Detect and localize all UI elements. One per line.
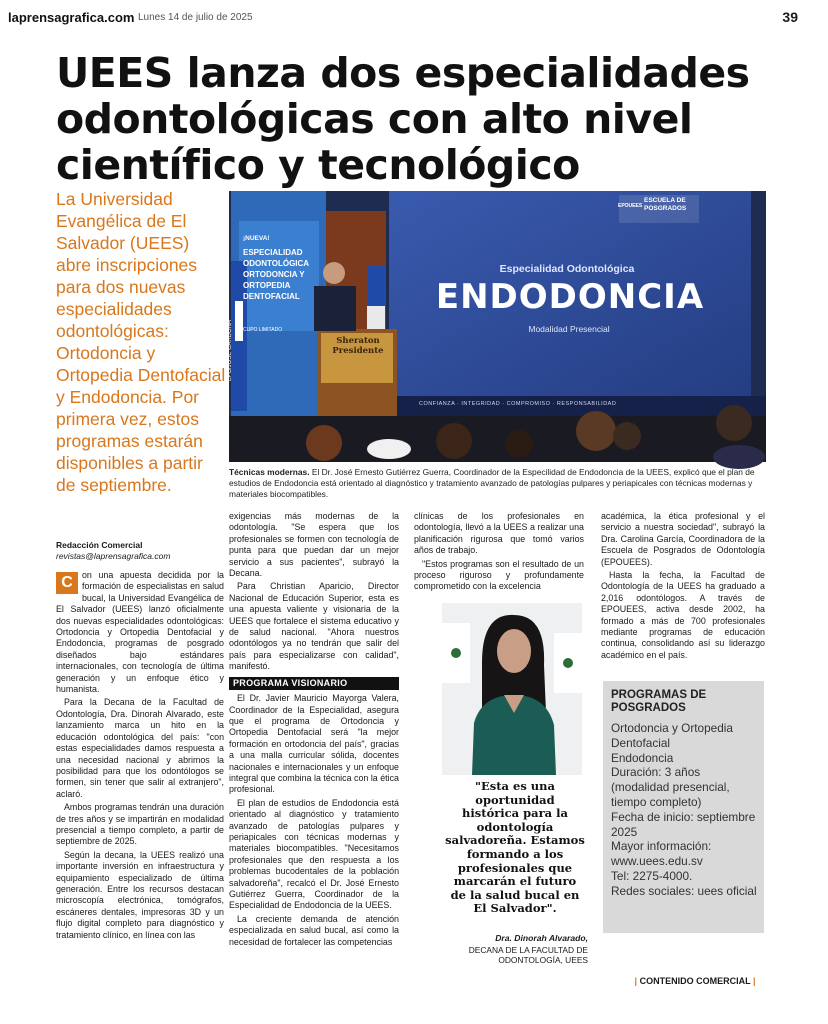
issue-date: Lunes 14 de julio de 2025 [138,12,253,23]
paragraph: Según la decana, la UEES realizó una importante inversión en infraestructura y equipamiento especializado de última generación. Entre los recursos destacan microscopía electrónica, tomógrafos, escáneres dentales, impresoras 3D y un flujo digital completo para diagnóstico y tratamiento clínico, en línea con las [56,849,224,940]
footer-tag-label: CONTENIDO COMERCIAL [639,976,751,986]
lede: La Universidad Evangélica de El Salvador (UEES) abre inscripciones para dos nuevas especialidades odontológicas: Ortodoncia y Ortopedia Dentofacial y Endodoncia. Por primera vez, estos programas estarán disponibles a partir de septiembre. [56,189,226,495]
banner-text: ESPECIALIDAD ODONTOLÓGICA ORTODONCIA Y ORTOPEDIA DENTOFACIAL [243,248,309,301]
body-column-2 [229,511,399,950]
paragraph: El plan de estudios de Endodoncia está orientado al diagnóstico y tratamiento avanzado de patologías pulpares y periapicales con técnicas modernas y materiales biocompatibles. "Necesitamos profesionales que den respuesta a los problemas bucodentales de la población salvadoreña", recalcó el Dr. José Ernesto Gutiérrez Guerra, Coordinador de la Especialidad de Endodoncia de la UEES. [229,797,399,911]
values-strip: CONFIANZA · INTEGRIDAD · COMPROMISO · RESPONSABILIDAD [419,401,617,407]
screen-logo: ESCUELA DE POSGRADOS [644,197,687,212]
byline-name: Redacción Comercial [56,540,143,550]
pull-quote: "Esta es una oportunidad histórica para la odontología salvadoreña. Estamos formando a los profesionales que marcarán el futuro de la salud bucal en El Salvador". [445,779,585,916]
sidebox-line: Redes sociales: uees oficial [611,883,757,898]
paragraph: clínicas de los profesionales en odontología, llevó a la UEES a realizar una planificación rigurosa que tomó varios años de trabajo. [414,511,584,556]
paragraph: Hasta la fecha, la Facultad de Odontología de la UEES ha graduado a 2,016 odontólogos. A través de EPOUEES, activa desde 2002, ha formado a más de 700 profesionales mediante programas de educación continua, consolidando así su liderazgo académico en el país. [601,570,765,660]
event-photo [229,191,766,462]
paragraph: académica, la ética profesional y el servicio a nuestra sociedad", subrayó la Dra. Carolina García, Coordinadora de la Escuela de Posgrados de Odontología (EPOUEES). [601,511,765,567]
byline-email[interactable]: revistas@laprensagrafica.com [56,551,171,561]
body-column-4 [601,511,765,663]
sidebox-line: Endodoncia [611,750,674,765]
paragraph: Para la Decana de la Facultad de Odontología, Dra. Dinorah Alvarado, este lanzamiento marca un hito en la educación odontológica del país: "con estas especialidades damos respuesta a una necesidad nacional y abrimos la posibilidad para que los odontólogos se formen, sin tener que salir al extranjero", aclaró. [56,697,224,799]
caption-lead: Técnicas modernas. [229,467,310,477]
sidebox-title: PROGRAMAS DE POSGRADOS [611,689,707,714]
body-column-3 [414,511,584,595]
portrait-illustration [442,603,582,775]
masthead: laprensagrafica.com [8,10,135,25]
quote-attribution-role: DECANA DE LA FACULTAD DE ODONTOLOGÍA, UEES [468,945,588,965]
quote-attribution-name: Dra. Dinorah Alvarado, [495,933,588,943]
screen-subtitle: Especialidad Odontológica [499,263,635,275]
paragraph: El Dr. Javier Mauricio Mayorga Valera, Coordinador de la Especialidad, asegura que el programa de Ortodoncia y Ortopedia Dentofacial será "la mejor formación en ortodoncia del país", gracias a una malla curricular sólida, docentes nacionales e internacionales y un enfoque integral que combina la técnica con la ética profesional. [229,693,399,795]
programs-sidebox [603,681,764,933]
paragraph: Para Christian Aparicio, Director Nacional de Educación Superior, esta es una apuesta valiente y visionaria de la UEES que fortalece el sistema educativo y de salud nacional. "Ahora nuestros odontólogos ya no tendrán que salir del país para especializarse con calidad", manifestó. [229,581,399,672]
screen-logo-small: EPOUEES [618,203,643,209]
sidebox-line: Duración: 3 años (modalidad presencial, tiempo completo) [611,765,730,809]
sidebox-line: Mayor información: [611,839,712,854]
page-number: 39 [782,9,798,25]
footer-bracket: | [634,976,638,986]
headline: UEES lanza dos especialidades odontológicas con alto nivel científico y tecnológico [56,49,750,189]
sidebox-link[interactable]: www.uees.edu.sv [611,854,703,869]
section-subhead: PROGRAMA VISIONARIO [229,677,399,690]
podium-sign: Sheraton Presidente [332,336,384,356]
sidebox-body [611,721,761,899]
banner-top: ¡NUEVA! [243,235,270,242]
sidebox-line: Ortodoncia y Ortopedia [611,721,733,735]
drop-cap: C [56,572,78,594]
sidebox-line: Tel: 2275-4000. [611,868,693,883]
paragraph: "Estos programas son el resultado de un proceso riguroso y profundamente comprometido con la excelencia [414,558,584,592]
photo-caption [229,467,766,500]
body-column-1 [56,570,224,943]
sidebox-line: Fecha de inicio: septiembre 2025 [611,809,756,839]
banner-small: CUPO LIMITADO [243,327,283,333]
caption-text: El Dr. José Ernesto Gutiérrez Guerra, Coordinador de la Especilidad de Endodoncia de la UEES, explicó que el plan de estudios de Endodoncia está orientado al diagnóstico y tratamiento avanzado de patologías pulpares y periapicales con técnicas modernas y materiales biocompatibles. [229,467,755,499]
paragraph: Ambos programas tendrán una duración de tres años y se impartirán en modalidad presencial a tiempo completo, a partir de septiembre de 2025. [56,802,224,847]
paragraph: C on una apuesta decidida por la formación de especialistas en salud bucal, la Universidad Evangélica de El Salvador (UEES) lanzó oficialmente dos nuevas especialidades odontológicas: Ortodoncia y Ortopedia Dentofacial y Endodoncia, programas de posgrado diseñados bajo estándares internacionales, con tecnología de última generación y un enfoque ético y humanista. [56,570,224,695]
photo-credit: LPG/JOSÉ CARDONA [227,319,233,381]
screen-mode: Modalidad Presencial [528,324,610,334]
sidebox-line: Dentofacial [611,735,671,750]
screen-title: ENDODONCIA [435,277,705,317]
paragraph: exigencias más modernas de la odontología. "Se espera que los profesionales se formen con tecnología de punta para que puedan dar un mejor servicio a sus pacientes", subrayó la Decana. [229,511,399,579]
footer-bracket: | [752,976,756,986]
paragraph: La creciente demanda de atención especializada en salud bucal, así como la necesidad de fortalecer las competencias [229,913,399,947]
footer-sponsored-tag [620,976,770,986]
portrait-photo [442,603,582,775]
